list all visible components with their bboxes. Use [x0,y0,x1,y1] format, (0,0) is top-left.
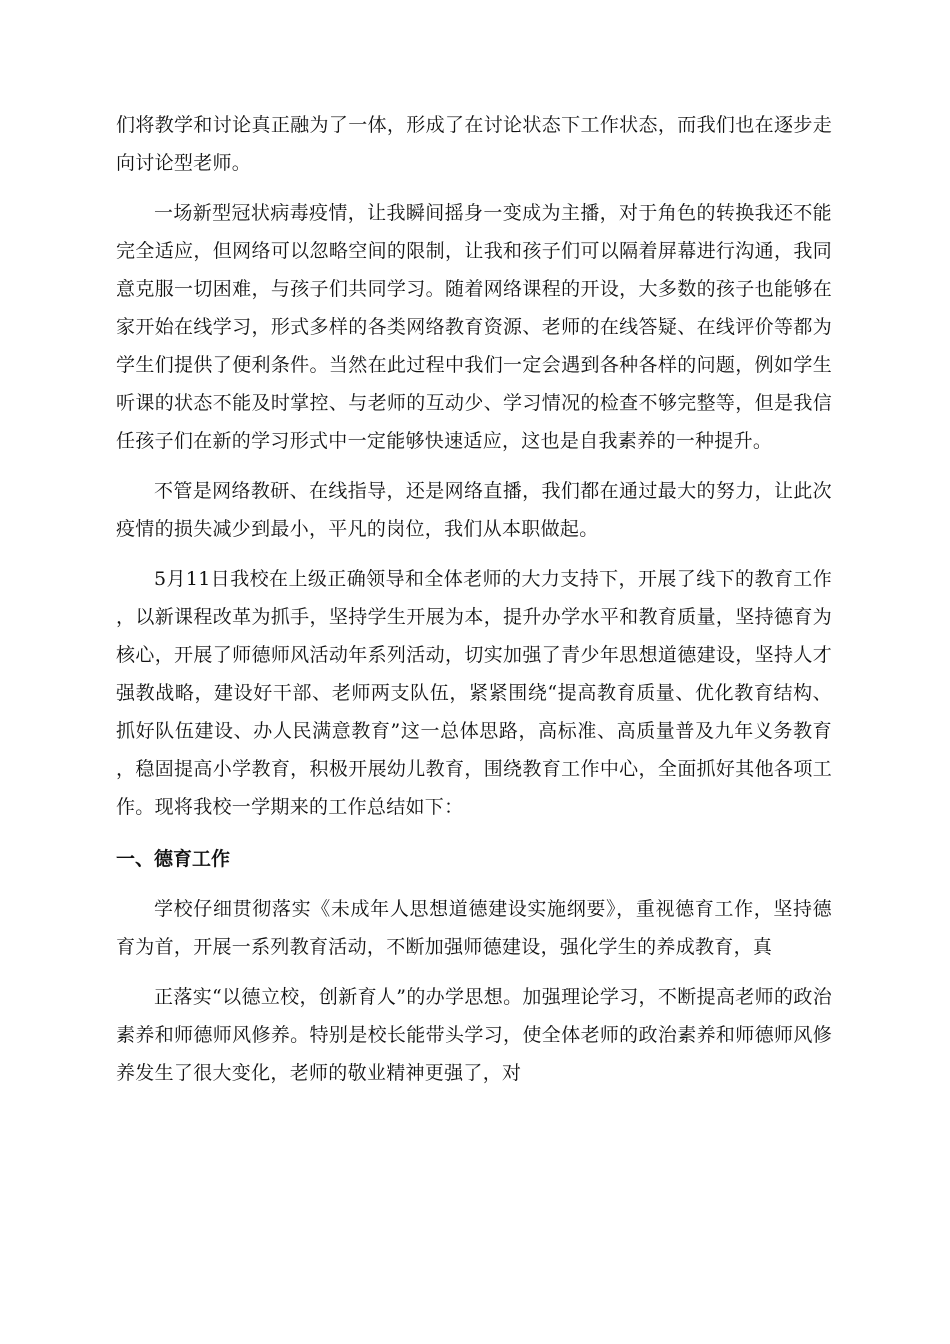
section-heading: 一、德育工作 [116,848,231,870]
paragraph-2: 一场新型冠状病毒疫情，让我瞬间摇身一变成为主播，对于角色的转换我还不能完全适应，但网络可以忽略空间的限制，让我和孩子们可以隔着屏幕进行沟通，我同意克服一切困难，与孩子们共同学习。随着网络课程的开设，大多数的孩子也能够在家开始在线学习，形式多样的各类网络教育资源、老师的在线答疑、在线评价等都为学生们提供了便利条件。当然在此过程中我们一定会遇到各种各样的问题，例如学生听课的状态不能及时掌控、与老师的互动少、学习情况的检查不够完整等，但是我信任孩子们在新的学习形式中一定能够快速适应，这也是自我素养的一种提升。 [116,202,832,452]
paragraph-1: 们将教学和讨论真正融为了一体，形成了在讨论状态下工作状态，而我们也在逐步走向讨论型老师。 [116,114,832,174]
paragraph-6: 正落实“以德立校，创新育人”的办学思想。加强理论学习，不断提高老师的政治素养和师德师风修养。特别是校长能带头学习，使全体老师的政治素养和师德师风修养发生了很大变化，老师的敬业精神更强了，对 [116,986,832,1084]
paragraph-4: 5月11日我校在上级正确领导和全体老师的大力支持下，开展了线下的教育工作，以新课程改革为抓手，坚持学生开展为本，提升办学水平和教育质量，坚持德育为核心，开展了师德师风活动年系列活动，切实加强了青少年思想道德建设，坚持人才强教战略，建设好干部、老师两支队伍，紧紧围绕“提高教育质量、优化教育结构、抓好队伍建设、办人民满意教育”这一总体思路，高标准、高质量普及九年义务教育，稳固提高小学教育，积极开展幼儿教育，围绕教育工作中心，全面抓好其他各项工作。现将我校一学期来的工作总结如下： [116,568,832,818]
paragraph-3: 不管是网络教研、在线指导，还是网络直播，我们都在通过最大的努力，让此次疫情的损失减少到最小，平凡的岗位，我们从本职做起。 [116,480,832,540]
paragraph-5: 学校仔细贯彻落实《未成年人思想道德建设实施纲要》，重视德育工作，坚持德育为首，开展一系列教育活动，不断加强师德建设，强化学生的养成教育，真 [116,898,832,958]
document-page [116,106,832,1092]
